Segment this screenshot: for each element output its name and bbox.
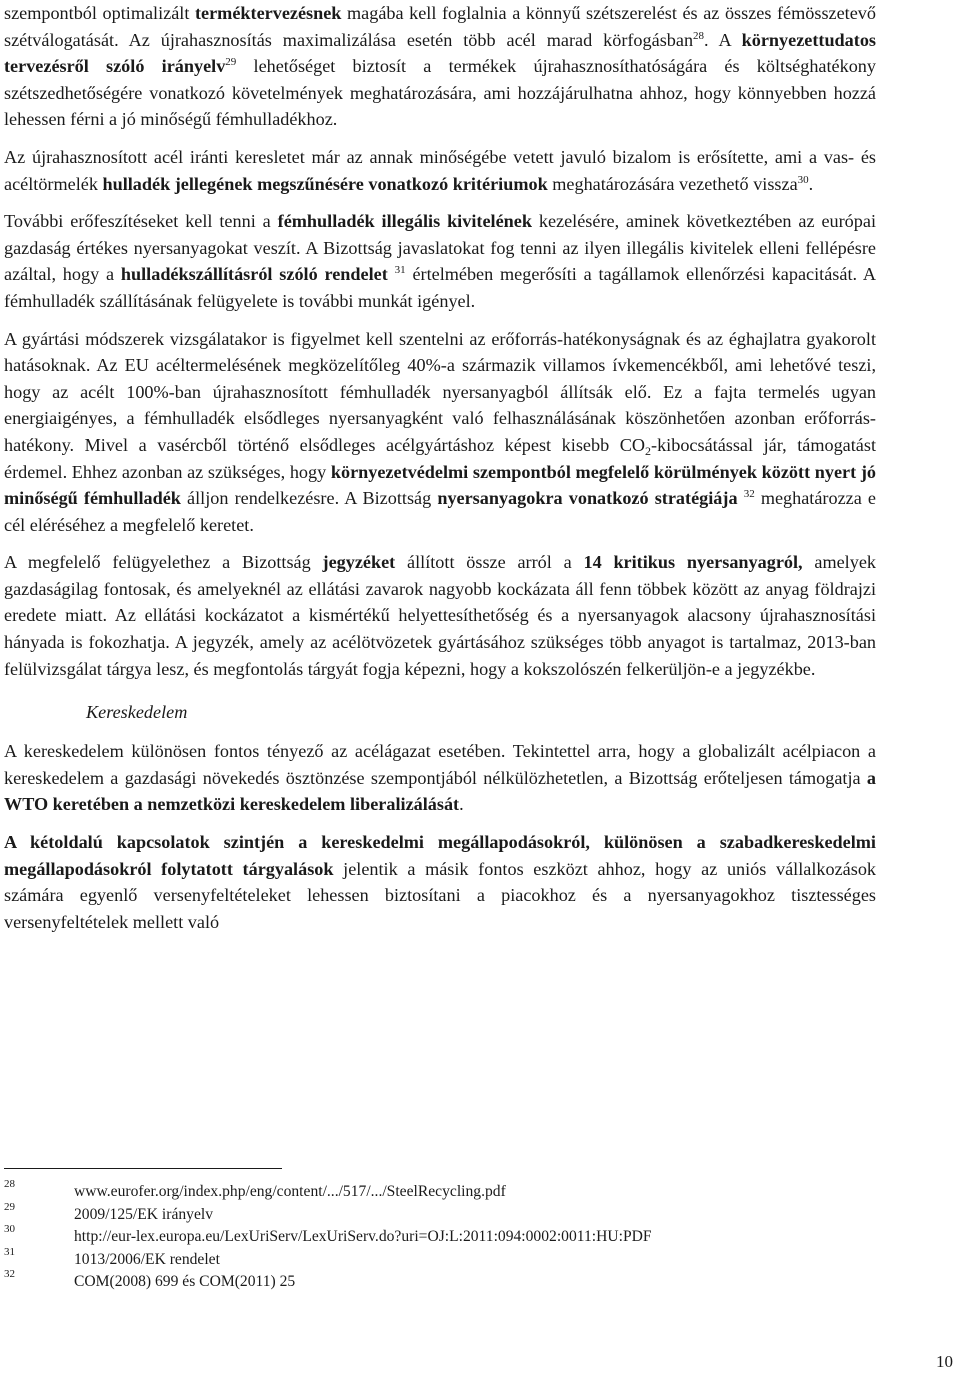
footnote-text: 2009/125/EK irányelv: [74, 1205, 214, 1223]
footnote-reference: 30: [797, 173, 809, 186]
bold-text: hulladékszállításról szóló rendelet: [120, 264, 388, 285]
footnote-reference: 29: [225, 56, 237, 69]
paragraph-p5: [4, 549, 876, 682]
paragraphs-after-heading: [4, 738, 876, 935]
text-segment: [388, 264, 395, 284]
body-text: [4, 0, 876, 935]
bold-text: fémhulladék illegális kivitelének: [277, 211, 532, 232]
text-segment: .: [459, 794, 464, 815]
text-segment: lehetőséget biztosít a termékek újrahasznosíthatóságára és költséghatékony szétszedhetőségére vonatkozó követelmények meghatározására, ami hozzájárulhatna ahhoz, hogy könnyebben hozzá lehessen férni a jó minőségű fémhulladékhoz.: [4, 56, 876, 130]
footnote: [4, 1178, 904, 1201]
text-segment: jelentik a másik fontos eszközt ahhoz, hogy az uniós vállalkozások számára egyenlő versenyfeltételeket lehessen biztosítani a piacokhoz és a nyersanyagokhoz tisztességes versenyfeltételek mellett való: [4, 858, 877, 932]
footnote-number: 32: [4, 1268, 15, 1281]
text-segment: .: [808, 173, 814, 194]
paragraphs-before-heading: [4, 0, 876, 682]
footnote: [4, 1246, 904, 1269]
text-segment: amelyek gazdaságilag fontosak, és amelyeknél az ellátási zavarok nagyobb kockázata áll fenn többek között az anyag földrajzi eredete miatt. Az ellátási kockázatot a kismértékű helyettesíthetőség és a nyersanyagok alacsony újrahasznosítási hányada is fokozhatja. A jegyzék, amely az acélötvözetek gyártásához szükséges több anyagot is tartalmaz, 2013-ban felülvizsgálat tárgya lesz, és megfontolás tárgyát fogja képezni, hogy a kokszolószén felkerüljön-e a jegyzékbe.: [4, 552, 876, 679]
bold-text: A kétoldalú kapcsolatok szintjén a kereskedelmi megállapodásokról, különösen a szabadkereskedelmi megállapodásokról folytatott tárgyalások: [4, 832, 876, 879]
text-segment: meghatározza e cél eléréséhez a megfelelő keretet.: [4, 488, 876, 535]
bold-text: jegyzéket: [322, 552, 396, 573]
footnote-number: 31: [4, 1245, 15, 1258]
footnote-separator: [4, 1168, 282, 1169]
footnote: [4, 1268, 904, 1291]
text-segment: kezelésére, aminek következtében az európai gazdaság értékes nyersanyagokat veszít. A Bizottság javaslatokat fog tenni az ilyen illegális kivitelek elleni fellépésre azáltal, hogy a: [4, 211, 876, 285]
bold-text: 14 kritikus nyersanyagról,: [583, 552, 803, 573]
footnote-text: COM(2008) 699 és COM(2011) 25: [74, 1273, 296, 1291]
footnote-reference: 32: [743, 488, 755, 501]
bold-text: a WTO keretében a nemzetközi kereskedelem liberalizálását: [4, 767, 876, 815]
text-segment: A gyártási módszerek vizsgálatakor is figyelmet kell szentelni az erőforrás-hatékonyságnak és az éghajlatra gyakorolt hatásoknak. Az EU acéltermelésének megközelítőleg 40%-a származik villamos ívkemencékből, ami lehetővé teszi, hogy az acélt 100%-ban újrahasznosított fémhulladék nyersanyagból állítsák elő. Ez a fajta termelés ugyan energiaigényes, a fémhulladék elsődleges nyersanyagként való felhasználásának köszönhetően azonban erőforrás-hatékony. Mivel a vasércből történő elsődleges acélgyártáshoz képest kisebb CO: [4, 328, 876, 455]
bold-text: környezetvédelmi szempontból megfelelő körülmények között nyert jó minőségű fémhulladék: [4, 461, 876, 509]
bold-text: környezettudatos tervezésről szóló irányelv: [4, 29, 876, 77]
text-segment: meghatározására vezethető vissza: [547, 173, 798, 194]
footnote-number: 29: [4, 1200, 15, 1213]
subscript-text: 2: [645, 443, 652, 458]
text-segment: További erőfeszítéseket kell tenni a: [4, 211, 278, 232]
bold-text: nyersanyagokra vonatkozó stratégiája: [437, 488, 738, 509]
footnote-reference: 28: [693, 29, 705, 42]
footnote: [4, 1201, 904, 1224]
paragraph-p6: [4, 738, 876, 818]
paragraph-p2: [4, 144, 876, 197]
footnotes: [4, 1178, 904, 1291]
footnote-text: www.eurofer.org/index.php/eng/content/.../517/.../SteelRecycling.pdf: [74, 1183, 506, 1200]
text-segment: szempontból optimalizált: [4, 3, 195, 23]
text-segment: magába kell foglalnia a könnyű szétszerelést és az összes fémösszetevő szétválogatását. Az újrahasznosítás maximalizálása esetén több acél marad körfogásban: [4, 3, 876, 50]
page-number: 10: [936, 1352, 953, 1371]
text-segment: A megfelelő felügyelethez a Bizottság: [4, 552, 323, 573]
text-segment: értelmében megerősíti a tagállamok ellenőrzési kapacitását. A fémhulladék szállításának felügyelete is további munkát igényel.: [4, 264, 876, 311]
footnote-number: 28: [4, 1178, 15, 1190]
text-segment: állított össze arról a: [395, 552, 584, 573]
paragraph-p7: [4, 829, 876, 935]
footnote-reference: 31: [394, 264, 406, 277]
text-segment: . A: [704, 29, 742, 50]
footnote-text: 1013/2006/EK rendelet: [74, 1250, 220, 1268]
bold-text: hulladék jellegének megszűnésére vonatkozó kritériumok: [102, 173, 548, 194]
text-segment: A kereskedelem különösen fontos tényező az acélágazat esetében. Tekintettel arra, hogy a globalizált acélpiacon a kereskedelem a gazdasági növekedés ösztönzése szempontjából nélkülözhetetlen, a Bizottság erőteljesen támogatja: [4, 741, 876, 788]
text-segment: álljon rendelkezésre. A Bizottság: [180, 488, 438, 509]
text-segment: -kibocsátással jár, támogatást érdemel. Ehhez azonban az szükséges, hogy: [4, 434, 877, 482]
paragraph-p1: [4, 0, 876, 133]
paragraph-p4: [4, 326, 876, 539]
bold-text: terméktervezésnek: [194, 3, 342, 23]
section-heading: Kereskedelem: [86, 702, 188, 723]
footnote-number: 30: [4, 1223, 15, 1236]
text-segment: Az újrahasznosított acél iránti keresletet már az annak minőségébe vetett javuló bizalom is erősítette, ami a vas- és acéltörmelék: [4, 146, 876, 194]
footnote: [4, 1223, 904, 1246]
paragraph-p3: [4, 208, 876, 314]
footnote-text: http://eur-lex.europa.eu/LexUriServ/LexUriServ.do?uri=OJ:L:2011:094:0002:0011:HU:PDF: [74, 1228, 652, 1246]
